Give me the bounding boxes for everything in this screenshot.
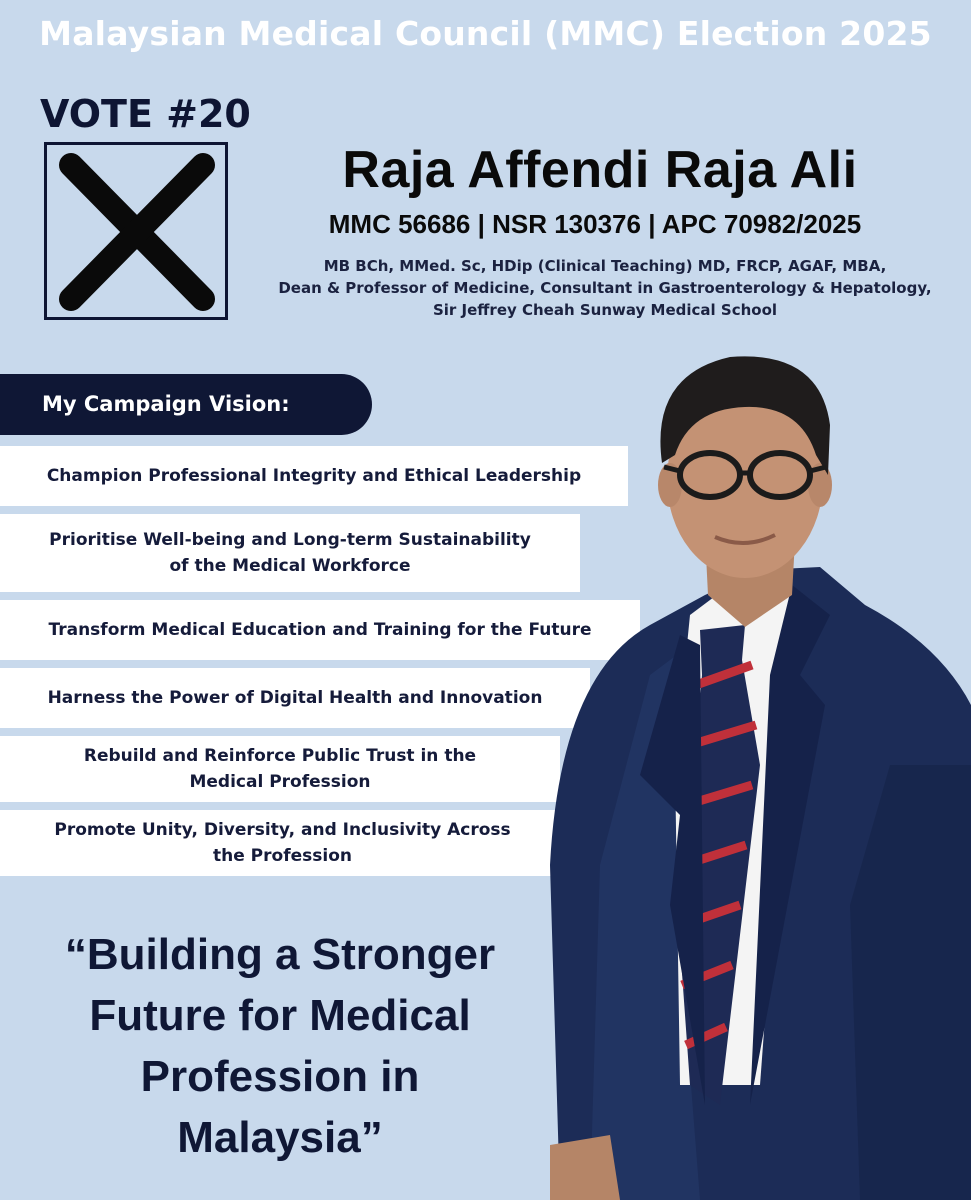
candidate-registration: MMC 56686 | NSR 130376 | APC 70982/2025 [328, 209, 862, 239]
qualification-line: MB BCh, MMed. Sc, HDip (Clinical Teaching) MD, FRCP, AGAF, MBA, [323, 257, 887, 275]
qualification-line: Dean & Professor of Medicine, Consultant in Gastroenterology & Hepatology, [278, 279, 932, 297]
vision-item-text: Medical Profession [189, 772, 371, 792]
candidate-qualifications [260, 255, 950, 321]
slogan-line: Future for Medical [89, 991, 471, 1040]
ballot-cross-icon [47, 145, 225, 317]
vision-item-text: Harness the Power of Digital Health and Innovation [47, 688, 543, 708]
candidate-name: Raja Affendi Raja Ali [342, 141, 858, 199]
candidate-portrait [530, 345, 971, 1200]
vision-item-text: Champion Professional Integrity and Ethical Leadership [46, 466, 582, 486]
qualification-line: Sir Jeffrey Cheah Sunway Medical School [432, 301, 778, 319]
vision-item [0, 514, 580, 592]
vision-item-text: of the Medical Workforce [169, 556, 411, 576]
vision-item-text: Rebuild and Reinforce Public Trust in the [83, 746, 477, 766]
vision-item-text: Transform Medical Education and Training for the Future [48, 620, 592, 640]
poster-title: Malaysian Medical Council (MMC) Election 2025 [39, 14, 932, 53]
slogan-line: “Building a Stronger [64, 930, 496, 979]
slogan-line: Profession in [140, 1052, 420, 1101]
slogan-line: Malaysia” [177, 1113, 383, 1162]
ballot-box [44, 142, 228, 320]
campaign-slogan [20, 924, 540, 1168]
vision-item-text: Promote Unity, Diversity, and Inclusivity Across [54, 820, 511, 840]
vote-number: VOTE #20 [40, 92, 251, 136]
vision-item [0, 736, 560, 802]
vision-item-text: the Profession [213, 846, 352, 866]
vision-heading: My Campaign Vision: [0, 374, 372, 435]
vision-item [0, 668, 590, 728]
vision-item-text: Prioritise Well-being and Long-term Sustainability [49, 530, 531, 550]
vision-item [0, 810, 565, 876]
